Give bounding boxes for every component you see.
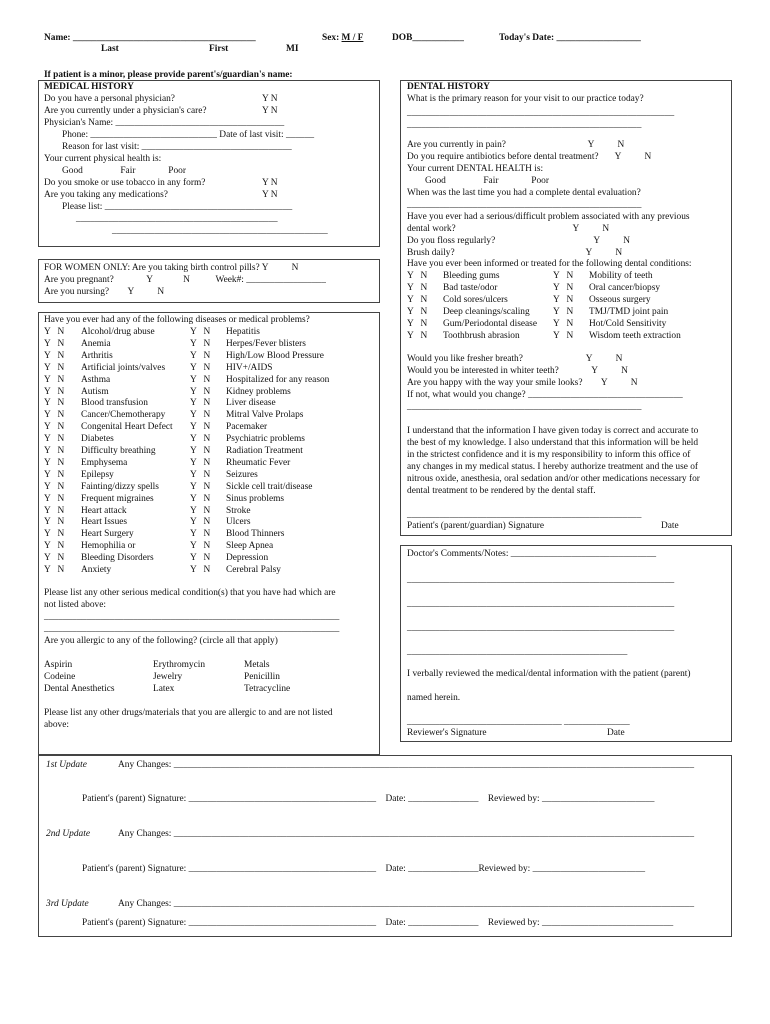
disease-label: Alcohol/drug abuse: [81, 327, 155, 337]
doctor-notes-line[interactable]: _________________________________________________________: [407, 575, 675, 585]
disease-label: Cancer/Chemotherapy: [81, 410, 166, 421]
disease-yn[interactable]: Y N: [44, 469, 65, 480]
floss-question[interactable]: Do you floss regularly? Y N: [407, 236, 630, 246]
disease-label: Emphysema: [81, 457, 128, 468]
update-2-label: 2nd Update: [46, 829, 91, 839]
disease-yn[interactable]: Y N: [190, 362, 211, 373]
disease-yn[interactable]: Y N: [44, 327, 65, 337]
disease-yn[interactable]: Y N: [190, 481, 211, 492]
sex-field[interactable]: [322, 32, 363, 44]
disease-label: Autism: [81, 386, 109, 397]
disease-label: Depression: [226, 553, 269, 564]
dental-condition-label: Mobility of teeth: [589, 271, 653, 281]
other-conditions-question-cont: not listed above:: [44, 600, 106, 610]
dental-condition-yn[interactable]: Y N: [407, 271, 428, 281]
visit-reason-question: What is the primary reason for your visit to our practice today?: [407, 94, 644, 104]
consent-text: the best of my knowledge. I also understand that this information will be held: [407, 438, 699, 448]
disease-label: High/Low Blood Pressure: [226, 350, 324, 361]
dental-condition-label: Deep cleanings/scaling: [443, 307, 530, 317]
disease-label: Pacemaker: [226, 422, 268, 433]
other-conditions-line[interactable]: _______________________________________________________________: [44, 612, 340, 622]
disease-yn[interactable]: Y N: [44, 350, 65, 361]
reviewer-signature-line[interactable]: _________________________________ ______________: [407, 717, 630, 727]
disease-yn[interactable]: Y N: [190, 374, 211, 385]
personal-physician-yn[interactable]: Y N: [262, 94, 278, 104]
visit-reason-line[interactable]: _________________________________________________________: [407, 108, 675, 118]
dental-condition-yn[interactable]: Y N: [553, 331, 574, 341]
patient-signature-label: Patient's (parent/guardian) Signature: [407, 521, 545, 531]
reviewer-date-label: Date: [607, 728, 625, 738]
update-2-changes-field[interactable]: Any Changes: _______________________________________________________________________________________________________________: [118, 829, 695, 839]
disease-label: Liver disease: [226, 398, 276, 409]
serious-problem-yn[interactable]: dental work? Y N: [407, 224, 610, 234]
dental-condition-label: Gum/Periodontal disease: [443, 319, 537, 329]
sex-options[interactable]: M / F: [341, 33, 364, 43]
disease-yn[interactable]: Y N: [44, 410, 65, 421]
update-1-changes-field[interactable]: Any Changes: _______________________________________________________________________________________________________________: [118, 760, 695, 770]
disease-yn[interactable]: Y N: [44, 529, 65, 540]
update-1-signature-field[interactable]: Patient's (parent) Signature: ________________________________________ Date: _______________ Reviewed by: ________________________: [82, 794, 655, 804]
disease-label: Diabetes: [81, 434, 114, 445]
allergy-metals[interactable]: Metals: [244, 660, 270, 670]
consent-text: dental treatment to be rendered by the dental staff.: [407, 486, 596, 496]
disease-yn[interactable]: Y N: [190, 410, 211, 421]
disease-yn[interactable]: Y N: [190, 386, 211, 397]
disease-label: Sinus problems: [226, 493, 285, 504]
whiter-teeth-question[interactable]: Would you be interested in whiter teeth? Y N: [407, 366, 628, 376]
disease-yn[interactable]: Y N: [190, 493, 211, 504]
fresher-breath-question[interactable]: Would you like fresher breath? Y N: [407, 354, 623, 364]
disease-yn[interactable]: Y N: [44, 541, 65, 552]
disease-label: Mitral Valve Prolaps: [226, 410, 304, 421]
disease-label: Kidney problems: [226, 386, 291, 397]
disease-yn[interactable]: Y N: [190, 422, 211, 433]
disease-label: Sleep Apnea: [226, 541, 274, 552]
disease-yn[interactable]: Y N: [44, 517, 65, 528]
update-3-label: 3rd Update: [46, 899, 89, 909]
allergy-codeine[interactable]: Codeine: [44, 672, 76, 682]
dental-condition-label: Cold sores/ulcers: [443, 295, 508, 305]
disease-label: Herpes/Fever blisters: [226, 338, 306, 349]
other-allergies-question-cont: above:: [44, 720, 69, 730]
disease-label: Radiation Treatment: [226, 446, 303, 456]
last-evaluation-line[interactable]: __________________________________________________: [407, 200, 642, 210]
medications-list-line[interactable]: ______________________________________________: [112, 226, 328, 236]
consent-text: nitrous oxide, anesthesia, oral sedation and/or other medications necessary for: [407, 474, 700, 484]
disease-label: Bleeding Disorders: [81, 553, 154, 564]
disease-label: Heart Issues: [81, 517, 128, 528]
disease-label: Epilepsy: [81, 469, 114, 480]
dental-condition-label: Wisdom teeth extraction: [589, 331, 681, 341]
dental-condition-yn[interactable]: Y N: [553, 307, 574, 317]
verbal-review-text: I verbally reviewed the medical/dental information with the patient (parent): [407, 669, 691, 679]
name-field[interactable]: Name: _______________________________________: [44, 33, 256, 43]
minor-guardian-field[interactable]: If patient is a minor, please provide parent's/guardian's name:: [44, 70, 293, 80]
disease-yn[interactable]: Y N: [190, 327, 211, 337]
serious-problem-question: Have you ever had a serious/difficult problem associated with any previous: [407, 212, 690, 222]
verbal-review-text-cont: named herein.: [407, 693, 461, 703]
tobacco-yn[interactable]: Y N: [262, 178, 278, 188]
reason-last-visit-field[interactable]: Reason for last visit: ________________________________: [62, 142, 292, 152]
disease-yn[interactable]: Y N: [190, 529, 211, 540]
doctor-notes-line[interactable]: _________________________________________________________: [407, 623, 675, 633]
medications-question: Are you taking any medications?: [44, 190, 168, 200]
disease-label: Congenital Heart Defect: [81, 422, 173, 433]
dental-health-question: Your current DENTAL HEALTH is:: [407, 164, 544, 174]
disease-yn[interactable]: Y N: [190, 350, 211, 361]
physical-health-question: Your current physical health is:: [44, 154, 162, 164]
brush-question[interactable]: Brush daily? Y N: [407, 248, 623, 258]
personal-physician-question: Do you have a personal physician?: [44, 94, 175, 104]
doctor-notes-line[interactable]: _______________________________________________: [407, 647, 628, 657]
smile-happy-question[interactable]: Are you happy with the way your smile looks? Y N: [407, 378, 638, 388]
dental-condition-label: Toothbrush abrasion: [443, 331, 520, 341]
allergy-aspirin[interactable]: Aspirin: [44, 660, 73, 670]
other-conditions-line[interactable]: _______________________________________________________________: [44, 624, 340, 634]
disease-label: Seizures: [226, 469, 258, 480]
allergy-jewelry[interactable]: Jewelry: [153, 672, 183, 682]
physician-care-yn[interactable]: Y N: [262, 106, 278, 116]
disease-label: Blood transfusion: [81, 398, 148, 409]
medications-yn[interactable]: Y N: [262, 190, 278, 200]
dental-condition-yn[interactable]: Y N: [407, 283, 428, 293]
disease-label: Anxiety: [81, 565, 112, 575]
update-3-signature-field[interactable]: Patient's (parent) Signature: ________________________________________ Date: _______________ Reviewed by: ____________________________: [82, 918, 674, 928]
disease-yn[interactable]: Y N: [190, 469, 211, 480]
allergy-tetracycline[interactable]: Tetracycline: [244, 684, 291, 694]
disease-label: Frequent migraines: [81, 493, 154, 504]
birth-control-question[interactable]: FOR WOMEN ONLY: Are you taking birth control pills? Y N: [44, 263, 299, 273]
disease-yn[interactable]: Y N: [190, 434, 211, 445]
smile-change-line[interactable]: __________________________________________________: [407, 402, 642, 412]
disease-label: Blood Thinners: [226, 529, 285, 540]
dob-field[interactable]: DOB___________: [392, 33, 464, 43]
other-allergies-question: Please list any other drugs/materials that you are allergic to and are not listed: [44, 708, 333, 718]
mi-label: MI: [286, 44, 299, 54]
dental-condition-yn[interactable]: Y N: [553, 319, 574, 329]
disease-yn[interactable]: Y N: [190, 505, 211, 516]
dental-condition-yn[interactable]: Y N: [407, 319, 428, 329]
disease-yn[interactable]: Y N: [190, 338, 211, 349]
disease-yn[interactable]: Y N: [44, 481, 65, 492]
dental-condition-label: Oral cancer/biopsy: [589, 283, 661, 293]
doctor-comments-field[interactable]: Doctor's Comments/Notes: _______________________________: [407, 549, 657, 559]
disease-label: Heart Surgery: [81, 529, 134, 540]
disease-yn[interactable]: Y N: [44, 446, 65, 456]
pain-question[interactable]: Are you currently in pain? Y N: [407, 140, 625, 150]
disease-yn[interactable]: Y N: [44, 493, 65, 504]
disease-label: Arthritis: [81, 350, 113, 361]
disease-yn[interactable]: Y N: [190, 517, 211, 528]
disease-label: Anemia: [81, 338, 111, 349]
doctor-notes-line[interactable]: _________________________________________________________: [407, 599, 675, 609]
physician-care-question: Are you currently under a physician's care?: [44, 106, 207, 116]
disease-label: Artificial joints/valves: [81, 362, 166, 373]
consent-text: any changes in my medical status. I hereby authorize treatment and the use of: [407, 462, 699, 472]
dental-condition-label: Bleeding gums: [443, 271, 500, 281]
medications-list-field[interactable]: Please list: ________________________________________: [62, 202, 293, 212]
disease-label: Fainting/dizzy spells: [81, 481, 159, 492]
today-date-field[interactable]: Today's Date: __________________: [499, 33, 641, 43]
medical-history-title: MEDICAL HISTORY: [44, 82, 134, 92]
consent-text: I understand that the information I have given today is correct and accurate to: [407, 426, 699, 436]
disease-yn[interactable]: Y N: [44, 505, 65, 516]
disease-label: Psychiatric problems: [226, 434, 305, 445]
pregnant-question[interactable]: Are you pregnant? Y N Week#: _________________: [44, 275, 326, 285]
visit-reason-line[interactable]: __________________________________________________: [407, 120, 642, 130]
update-2-signature-field[interactable]: Patient's (parent) Signature: ________________________________________ Date: _______________Reviewed by: ________________________: [82, 864, 646, 874]
disease-label: Difficulty breathing: [81, 446, 156, 456]
disease-yn[interactable]: Y N: [44, 362, 65, 373]
nursing-question[interactable]: Are you nursing? Y N: [44, 287, 165, 297]
allergy-penicillin[interactable]: Penicillin: [244, 672, 280, 682]
dental-condition-yn[interactable]: Y N: [553, 283, 574, 293]
patient-signature-line[interactable]: __________________________________________________: [407, 510, 642, 520]
disease-yn[interactable]: Y N: [44, 457, 65, 468]
disease-label: Heart attack: [81, 505, 127, 516]
disease-yn[interactable]: Y N: [44, 434, 65, 445]
patient-signature-date-label: Date: [661, 521, 679, 531]
disease-yn[interactable]: Y N: [44, 338, 65, 349]
disease-label: Cerebral Palsy: [226, 565, 281, 575]
dental-history-title: DENTAL HISTORY: [407, 82, 490, 92]
physician-phone-field[interactable]: Phone: ___________________________ Date of last visit: ______: [62, 130, 315, 140]
dental-condition-yn[interactable]: Y N: [407, 307, 428, 317]
disease-yn[interactable]: Y N: [44, 398, 65, 409]
disease-label: Stroke: [226, 505, 251, 516]
disease-yn[interactable]: Y N: [44, 386, 65, 397]
dental-condition-yn[interactable]: Y N: [407, 295, 428, 305]
disease-label: Sickle cell trait/disease: [226, 481, 313, 492]
reviewer-signature-label: Reviewer's Signature: [407, 728, 487, 738]
dental-condition-yn[interactable]: Y N: [553, 295, 574, 305]
disease-label: Hepatitis: [226, 327, 260, 337]
disease-yn[interactable]: Y N: [190, 553, 211, 564]
disease-yn[interactable]: Y N: [190, 446, 211, 456]
update-1-label: 1st Update: [46, 760, 87, 770]
disease-label: Asthma: [81, 374, 111, 385]
last-label: Last: [101, 44, 119, 54]
dental-condition-yn[interactable]: Y N: [553, 271, 574, 281]
disease-label: HIV+/AIDS: [226, 362, 273, 373]
dental-condition-label: TMJ/TMD joint pain: [589, 307, 669, 317]
tobacco-question: Do you smoke or use tobacco in any form?: [44, 178, 206, 188]
disease-yn[interactable]: Y N: [44, 374, 65, 385]
disease-yn[interactable]: Y N: [190, 398, 211, 409]
disease-yn[interactable]: Y N: [190, 541, 211, 552]
allergy-question: Are you allergic to any of the following? (circle all that apply): [44, 636, 278, 646]
dental-condition-label: Hot/Cold Sensitivity: [589, 319, 667, 329]
allergy-dental-anesthetics[interactable]: Dental Anesthetics: [44, 684, 115, 694]
disease-label: Rheumatic Fever: [226, 457, 291, 468]
other-conditions-question: Please list any other serious medical condition(s) that you have had which are: [44, 588, 336, 598]
disease-yn[interactable]: Y N: [44, 553, 65, 564]
dental-condition-label: Osseous surgery: [589, 295, 651, 305]
allergy-latex[interactable]: Latex: [153, 684, 175, 694]
smile-change-field[interactable]: If not, what would you change? _________________________________: [407, 390, 683, 400]
dental-conditions-question: Have you ever been informed or treated for the following dental conditions:: [407, 259, 692, 269]
physician-name-field[interactable]: Physician's Name: ____________________________________: [44, 118, 285, 128]
allergy-erythromycin[interactable]: Erythromycin: [153, 660, 206, 670]
update-3-changes-field[interactable]: Any Changes: _______________________________________________________________________________________________________________: [118, 899, 695, 909]
first-label: First: [209, 44, 229, 54]
last-evaluation-question: When was the last time you had a complete dental evaluation?: [407, 188, 641, 198]
medications-list-line[interactable]: ___________________________________________: [76, 214, 278, 224]
disease-yn[interactable]: Y N: [190, 565, 211, 575]
dental-condition-label: Bad taste/odor: [443, 283, 498, 293]
disease-label: Hospitalized for any reason: [226, 374, 330, 385]
diseases-question: Have you ever had any of the following diseases or medical problems?: [44, 315, 310, 325]
disease-yn[interactable]: Y N: [190, 457, 211, 468]
physical-health-options[interactable]: Good Fair Poor: [62, 166, 186, 176]
disease-yn[interactable]: Y N: [44, 565, 65, 575]
disease-yn[interactable]: Y N: [44, 422, 65, 433]
dental-health-options[interactable]: Good Fair Poor: [425, 176, 549, 186]
sex-label: Sex:: [322, 33, 340, 43]
antibiotics-question[interactable]: Do you require antibiotics before dental treatment? Y N: [407, 152, 652, 162]
consent-text: in the strictest confidence and it is my responsibility to inform this office of: [407, 450, 691, 460]
disease-label: Ulcers: [226, 517, 251, 528]
disease-label: Hemophilia or: [81, 541, 136, 552]
dental-condition-yn[interactable]: Y N: [407, 331, 428, 341]
